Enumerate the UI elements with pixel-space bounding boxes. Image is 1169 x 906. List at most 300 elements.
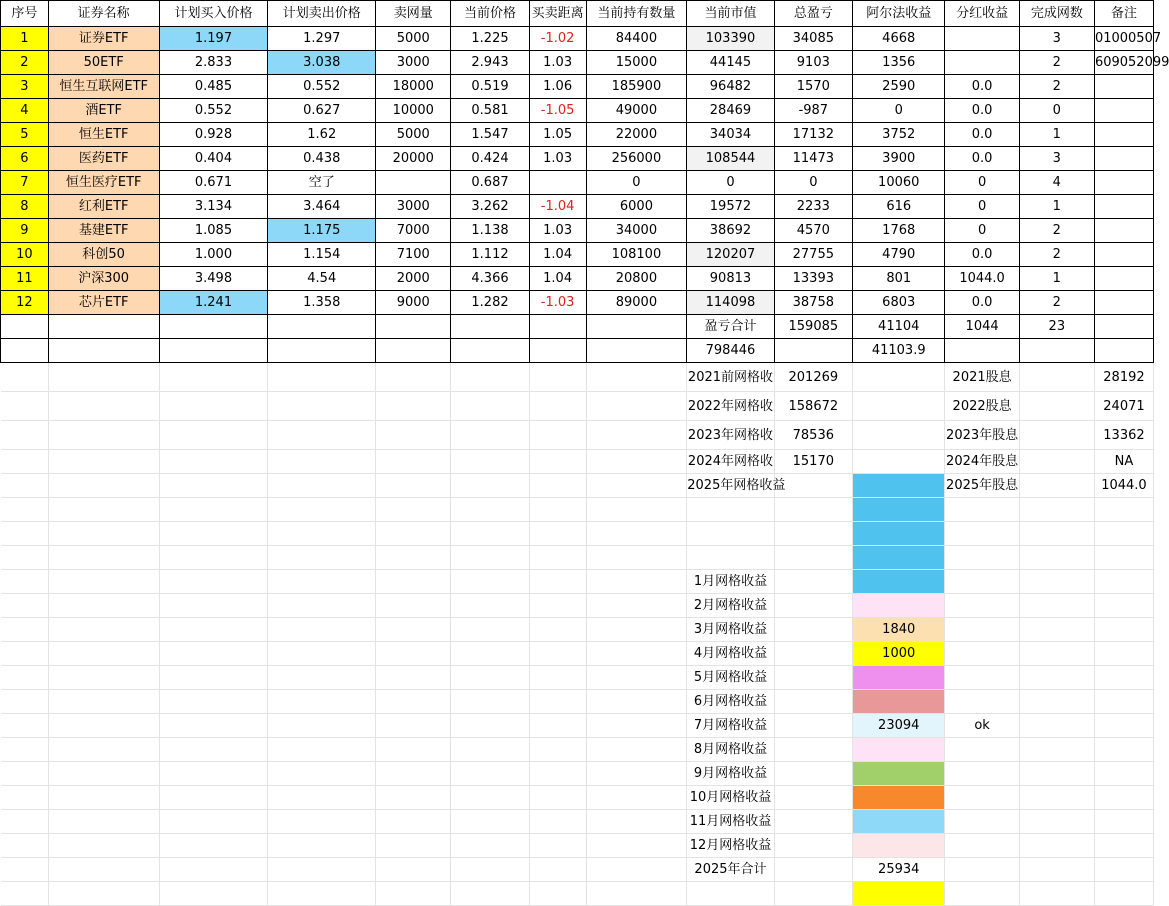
cell-empty[interactable] bbox=[529, 762, 586, 786]
cell-mv[interactable]: 108544 bbox=[687, 147, 774, 171]
cell-hold[interactable]: 0 bbox=[586, 171, 687, 195]
cell-empty[interactable] bbox=[1019, 642, 1094, 666]
cell-dist[interactable]: -1.02 bbox=[529, 27, 586, 51]
cell-empty[interactable] bbox=[774, 498, 852, 522]
cell-empty[interactable] bbox=[774, 762, 852, 786]
cell-empty[interactable] bbox=[1094, 666, 1153, 690]
cell-empty[interactable] bbox=[1094, 834, 1153, 858]
cell-empty[interactable] bbox=[1094, 786, 1153, 810]
cell-no[interactable]: 5 bbox=[1, 123, 49, 147]
cell-empty[interactable] bbox=[1094, 315, 1153, 339]
cell-empty[interactable] bbox=[1, 522, 49, 546]
cell-empty[interactable] bbox=[1019, 834, 1094, 858]
cell-empty[interactable] bbox=[1094, 690, 1153, 714]
cell-empty[interactable] bbox=[1094, 570, 1153, 594]
cell-empty[interactable] bbox=[945, 594, 1019, 618]
cell-buy[interactable]: 1.085 bbox=[159, 219, 268, 243]
cell-empty[interactable] bbox=[1019, 570, 1094, 594]
dividend-label[interactable]: 2023年股息 bbox=[945, 421, 1019, 450]
month-label[interactable]: 2月网格收益 bbox=[687, 594, 774, 618]
cell-empty[interactable] bbox=[159, 450, 268, 474]
dividend-value[interactable]: NA bbox=[1094, 450, 1153, 474]
cell-empty[interactable] bbox=[1, 546, 49, 570]
cell-sell[interactable]: 0.438 bbox=[268, 147, 376, 171]
dividend-value[interactable]: 28192 bbox=[1094, 363, 1153, 392]
cell-empty[interactable] bbox=[774, 570, 852, 594]
cell-empty[interactable] bbox=[376, 392, 451, 421]
cell-done[interactable]: 1 bbox=[1019, 195, 1094, 219]
cell-empty[interactable] bbox=[376, 642, 451, 666]
month-label[interactable]: 7月网格收益 bbox=[687, 714, 774, 738]
cell-empty[interactable] bbox=[451, 690, 529, 714]
cell-hold[interactable]: 49000 bbox=[586, 99, 687, 123]
cell-empty[interactable] bbox=[376, 421, 451, 450]
cell-empty[interactable] bbox=[529, 594, 586, 618]
cell-empty[interactable] bbox=[268, 834, 376, 858]
cell-empty[interactable] bbox=[376, 786, 451, 810]
cell-empty[interactable] bbox=[268, 315, 376, 339]
cell-empty[interactable] bbox=[945, 666, 1019, 690]
cell-empty[interactable] bbox=[451, 570, 529, 594]
cell-empty[interactable] bbox=[945, 882, 1019, 906]
cell-done[interactable]: 2 bbox=[1019, 243, 1094, 267]
cell-empty[interactable] bbox=[451, 522, 529, 546]
cell-empty[interactable] bbox=[586, 738, 687, 762]
cell-empty[interactable] bbox=[1019, 546, 1094, 570]
cell-empty[interactable] bbox=[376, 810, 451, 834]
cell-mv[interactable]: 120207 bbox=[687, 243, 774, 267]
cell-qty[interactable]: 3000 bbox=[376, 195, 451, 219]
cell-empty[interactable] bbox=[1019, 421, 1094, 450]
cell-empty[interactable] bbox=[1019, 474, 1094, 498]
cell-empty[interactable] bbox=[376, 714, 451, 738]
cell-note[interactable] bbox=[1094, 123, 1153, 147]
cell-pl[interactable]: 34085 bbox=[774, 27, 852, 51]
cell-empty[interactable] bbox=[586, 762, 687, 786]
cell-empty[interactable] bbox=[268, 618, 376, 642]
cell-empty[interactable] bbox=[529, 315, 586, 339]
cell-done[interactable]: 2 bbox=[1019, 219, 1094, 243]
cell-dist[interactable]: 1.03 bbox=[529, 219, 586, 243]
cell-empty[interactable] bbox=[268, 642, 376, 666]
column-header-hold[interactable]: 当前持有数量 bbox=[586, 1, 687, 27]
cell-div[interactable]: 1044.0 bbox=[945, 267, 1019, 291]
cell-hold[interactable]: 84400 bbox=[586, 27, 687, 51]
cell-pl[interactable]: 4570 bbox=[774, 219, 852, 243]
cell-empty[interactable] bbox=[159, 392, 268, 421]
cell-div[interactable]: 0.0 bbox=[945, 123, 1019, 147]
cell-empty[interactable] bbox=[451, 882, 529, 906]
yearly-value[interactable]: 158672 bbox=[774, 392, 852, 421]
cell-empty[interactable] bbox=[1, 450, 49, 474]
cell-empty[interactable] bbox=[1019, 522, 1094, 546]
cell-div[interactable]: 0.0 bbox=[945, 147, 1019, 171]
cell-empty[interactable] bbox=[268, 762, 376, 786]
cell-empty[interactable] bbox=[268, 594, 376, 618]
cell-empty[interactable] bbox=[48, 810, 159, 834]
cell-empty[interactable] bbox=[1, 642, 49, 666]
cell-empty[interactable] bbox=[451, 810, 529, 834]
cell-empty[interactable] bbox=[48, 834, 159, 858]
cell-empty[interactable] bbox=[945, 339, 1019, 363]
cell-empty[interactable] bbox=[1094, 498, 1153, 522]
cell-empty[interactable] bbox=[945, 810, 1019, 834]
cell-empty[interactable] bbox=[1, 882, 49, 906]
color-cell[interactable] bbox=[852, 546, 945, 570]
cell-sell[interactable]: 1.358 bbox=[268, 291, 376, 315]
cell-qty[interactable]: 3000 bbox=[376, 51, 451, 75]
cell-empty[interactable] bbox=[1, 666, 49, 690]
cell-empty[interactable] bbox=[268, 339, 376, 363]
cell-empty[interactable] bbox=[774, 858, 852, 882]
cell-name[interactable]: 证券ETF bbox=[48, 27, 159, 51]
cell-hold[interactable]: 22000 bbox=[586, 123, 687, 147]
cell-buy[interactable]: 0.552 bbox=[159, 99, 268, 123]
total-market-value[interactable]: 798446 bbox=[687, 339, 774, 363]
cell-qty[interactable] bbox=[376, 171, 451, 195]
cell-empty[interactable] bbox=[268, 786, 376, 810]
month-value[interactable] bbox=[852, 810, 945, 834]
cell-empty[interactable] bbox=[529, 339, 586, 363]
dividend-value[interactable]: 13362 bbox=[1094, 421, 1153, 450]
cell-empty[interactable] bbox=[945, 834, 1019, 858]
cell-empty[interactable] bbox=[529, 642, 586, 666]
cell-empty[interactable] bbox=[451, 666, 529, 690]
cell-empty[interactable] bbox=[1019, 594, 1094, 618]
cell-pl[interactable]: 27755 bbox=[774, 243, 852, 267]
cell-hold[interactable]: 20800 bbox=[586, 267, 687, 291]
cell-sell[interactable]: 0.627 bbox=[268, 99, 376, 123]
cell-empty[interactable] bbox=[1019, 714, 1094, 738]
cell-note[interactable] bbox=[1094, 267, 1153, 291]
cell-empty[interactable] bbox=[1, 315, 49, 339]
cell-sell[interactable]: 1.297 bbox=[268, 27, 376, 51]
cell-dist[interactable]: 1.04 bbox=[529, 267, 586, 291]
cell-no[interactable]: 2 bbox=[1, 51, 49, 75]
cell-empty[interactable] bbox=[774, 834, 852, 858]
cell-alpha[interactable]: 1768 bbox=[852, 219, 945, 243]
cell-empty[interactable] bbox=[451, 594, 529, 618]
cell-done[interactable]: 2 bbox=[1019, 291, 1094, 315]
cell-empty[interactable] bbox=[586, 474, 687, 498]
cell-note[interactable]: 01000507 bbox=[1094, 27, 1153, 51]
cell-empty[interactable] bbox=[48, 315, 159, 339]
cell-empty[interactable] bbox=[586, 858, 687, 882]
cell-empty[interactable] bbox=[159, 315, 268, 339]
cell-empty[interactable] bbox=[451, 714, 529, 738]
cell-empty[interactable] bbox=[1094, 522, 1153, 546]
dividend-label[interactable]: 2021股息 bbox=[945, 363, 1019, 392]
cell-empty[interactable] bbox=[529, 666, 586, 690]
cell-empty[interactable] bbox=[48, 392, 159, 421]
cell-empty[interactable] bbox=[529, 618, 586, 642]
cell-alpha[interactable]: 616 bbox=[852, 195, 945, 219]
cell-empty[interactable] bbox=[376, 738, 451, 762]
column-header-done[interactable]: 完成网数 bbox=[1019, 1, 1094, 27]
cell-empty[interactable] bbox=[1, 690, 49, 714]
cell-empty[interactable] bbox=[376, 498, 451, 522]
cell-empty[interactable] bbox=[376, 690, 451, 714]
cell-alpha[interactable]: 6803 bbox=[852, 291, 945, 315]
cell-hold[interactable]: 108100 bbox=[586, 243, 687, 267]
cell-div[interactable]: 0 bbox=[945, 219, 1019, 243]
cell-empty[interactable] bbox=[451, 738, 529, 762]
cell-buy[interactable]: 0.485 bbox=[159, 75, 268, 99]
cell-empty[interactable] bbox=[159, 642, 268, 666]
cell-empty[interactable] bbox=[1, 421, 49, 450]
cell-empty[interactable] bbox=[48, 642, 159, 666]
yearly-label[interactable]: 2023年网格收 bbox=[687, 421, 774, 450]
total-alpha-precise[interactable]: 41103.9 bbox=[852, 339, 945, 363]
cell-empty[interactable] bbox=[451, 315, 529, 339]
cell-empty[interactable] bbox=[1, 498, 49, 522]
cell-div[interactable]: 0 bbox=[945, 171, 1019, 195]
cell-mv[interactable]: 34034 bbox=[687, 123, 774, 147]
cell-empty[interactable] bbox=[376, 858, 451, 882]
cell-empty[interactable] bbox=[48, 714, 159, 738]
cell-buy[interactable]: 1.241 bbox=[159, 291, 268, 315]
cell-empty[interactable] bbox=[586, 810, 687, 834]
month-label[interactable]: 1月网格收益 bbox=[687, 570, 774, 594]
totals-done[interactable]: 23 bbox=[1019, 315, 1094, 339]
month-value[interactable] bbox=[852, 786, 945, 810]
cell-sell[interactable]: 1.62 bbox=[268, 123, 376, 147]
cell-empty[interactable] bbox=[852, 421, 945, 450]
yearly-value[interactable]: 78536 bbox=[774, 421, 852, 450]
cell-empty[interactable] bbox=[376, 594, 451, 618]
yearly-label[interactable]: 2022年网格收 bbox=[687, 392, 774, 421]
month-label[interactable]: 11月网格收益 bbox=[687, 810, 774, 834]
cell-empty[interactable] bbox=[774, 786, 852, 810]
cell-name[interactable]: 医药ETF bbox=[48, 147, 159, 171]
cell-empty[interactable] bbox=[159, 618, 268, 642]
cell-empty[interactable] bbox=[268, 570, 376, 594]
cell-done[interactable]: 3 bbox=[1019, 147, 1094, 171]
cell-div[interactable] bbox=[945, 51, 1019, 75]
month-value[interactable] bbox=[852, 570, 945, 594]
cell-empty[interactable] bbox=[268, 498, 376, 522]
cell-done[interactable]: 0 bbox=[1019, 99, 1094, 123]
cell-alpha[interactable]: 1356 bbox=[852, 51, 945, 75]
color-cell[interactable] bbox=[852, 498, 945, 522]
cell-empty[interactable] bbox=[586, 363, 687, 392]
cell-note[interactable]: 609052099 bbox=[1094, 51, 1153, 75]
cell-empty[interactable] bbox=[529, 834, 586, 858]
cell-mv[interactable]: 19572 bbox=[687, 195, 774, 219]
cell-dist[interactable]: 1.05 bbox=[529, 123, 586, 147]
month-value[interactable] bbox=[852, 834, 945, 858]
cell-qty[interactable]: 10000 bbox=[376, 99, 451, 123]
cell-empty[interactable] bbox=[159, 339, 268, 363]
cell-pl[interactable]: 1570 bbox=[774, 75, 852, 99]
cell-sell[interactable]: 空了 bbox=[268, 171, 376, 195]
yearly-value[interactable]: 15170 bbox=[774, 450, 852, 474]
cell-sell[interactable]: 3.464 bbox=[268, 195, 376, 219]
cell-empty[interactable] bbox=[159, 421, 268, 450]
cell-empty[interactable] bbox=[1, 738, 49, 762]
month-label[interactable]: 4月网格收益 bbox=[687, 642, 774, 666]
cell-empty[interactable] bbox=[1, 363, 49, 392]
cell-empty[interactable] bbox=[1019, 810, 1094, 834]
cell-name[interactable]: 基建ETF bbox=[48, 219, 159, 243]
cell-empty[interactable] bbox=[451, 339, 529, 363]
cell-name[interactable]: 恒生ETF bbox=[48, 123, 159, 147]
cell-empty[interactable] bbox=[1094, 714, 1153, 738]
dividend-label[interactable]: 2022股息 bbox=[945, 392, 1019, 421]
cell-mv[interactable]: 96482 bbox=[687, 75, 774, 99]
cell-empty[interactable] bbox=[529, 810, 586, 834]
cell-empty[interactable] bbox=[159, 762, 268, 786]
cell-empty[interactable] bbox=[529, 450, 586, 474]
cell-empty[interactable] bbox=[268, 450, 376, 474]
cell-name[interactable]: 沪深300 bbox=[48, 267, 159, 291]
cell-empty[interactable] bbox=[1094, 642, 1153, 666]
cell-mv[interactable]: 0 bbox=[687, 171, 774, 195]
cell-buy[interactable]: 0.928 bbox=[159, 123, 268, 147]
cell-empty[interactable] bbox=[529, 858, 586, 882]
cell-price[interactable]: 1.138 bbox=[451, 219, 529, 243]
cell-empty[interactable] bbox=[945, 642, 1019, 666]
cell-empty[interactable] bbox=[159, 363, 268, 392]
yearly-value[interactable]: 201269 bbox=[774, 363, 852, 392]
cell-qty[interactable]: 9000 bbox=[376, 291, 451, 315]
cell-empty[interactable] bbox=[48, 858, 159, 882]
cell-empty[interactable] bbox=[268, 810, 376, 834]
cell-empty[interactable] bbox=[159, 690, 268, 714]
cell-empty[interactable] bbox=[159, 570, 268, 594]
cell-empty[interactable] bbox=[48, 498, 159, 522]
cell-price[interactable]: 2.943 bbox=[451, 51, 529, 75]
cell-empty[interactable] bbox=[774, 618, 852, 642]
column-header-buy[interactable]: 计划买入价格 bbox=[159, 1, 268, 27]
cell-empty[interactable] bbox=[376, 546, 451, 570]
column-header-pl[interactable]: 总盈亏 bbox=[774, 1, 852, 27]
cell-dist[interactable]: -1.03 bbox=[529, 291, 586, 315]
cell-empty[interactable] bbox=[451, 421, 529, 450]
cell-no[interactable]: 4 bbox=[1, 99, 49, 123]
cell-empty[interactable] bbox=[529, 786, 586, 810]
color-cell[interactable] bbox=[852, 882, 945, 906]
cell-empty[interactable] bbox=[774, 714, 852, 738]
cell-empty[interactable] bbox=[159, 666, 268, 690]
cell-no[interactable]: 3 bbox=[1, 75, 49, 99]
cell-empty[interactable] bbox=[376, 618, 451, 642]
cell-price[interactable]: 1.112 bbox=[451, 243, 529, 267]
cell-empty[interactable] bbox=[1, 392, 49, 421]
cell-empty[interactable] bbox=[376, 450, 451, 474]
cell-mv[interactable]: 114098 bbox=[687, 291, 774, 315]
cell-empty[interactable] bbox=[1, 339, 49, 363]
cell-empty[interactable] bbox=[529, 714, 586, 738]
cell-div[interactable]: 0.0 bbox=[945, 291, 1019, 315]
cell-mv[interactable]: 103390 bbox=[687, 27, 774, 51]
cell-empty[interactable] bbox=[376, 474, 451, 498]
cell-empty[interactable] bbox=[586, 392, 687, 421]
cell-qty[interactable]: 2000 bbox=[376, 267, 451, 291]
cell-note[interactable] bbox=[1094, 291, 1153, 315]
cell-empty[interactable] bbox=[1, 714, 49, 738]
dividend-value[interactable]: 24071 bbox=[1094, 392, 1153, 421]
column-header-alpha[interactable]: 阿尔法收益 bbox=[852, 1, 945, 27]
cell-note[interactable] bbox=[1094, 219, 1153, 243]
month-label[interactable]: 5月网格收益 bbox=[687, 666, 774, 690]
cell-empty[interactable] bbox=[1, 594, 49, 618]
cell-note[interactable] bbox=[1094, 243, 1153, 267]
cell-empty[interactable] bbox=[159, 810, 268, 834]
cell-empty[interactable] bbox=[451, 642, 529, 666]
cell-empty[interactable] bbox=[376, 339, 451, 363]
cell-empty[interactable] bbox=[586, 666, 687, 690]
cell-note[interactable] bbox=[1094, 147, 1153, 171]
month-label[interactable]: 9月网格收益 bbox=[687, 762, 774, 786]
month-label[interactable]: 10月网格收益 bbox=[687, 786, 774, 810]
cell-empty[interactable] bbox=[529, 546, 586, 570]
cell-empty[interactable] bbox=[586, 498, 687, 522]
cell-empty[interactable] bbox=[268, 690, 376, 714]
cell-empty[interactable] bbox=[376, 666, 451, 690]
cell-pl[interactable]: 2233 bbox=[774, 195, 852, 219]
cell-empty[interactable] bbox=[1094, 762, 1153, 786]
dividend-label[interactable]: 2024年股息 bbox=[945, 450, 1019, 474]
cell-pl[interactable]: 38758 bbox=[774, 291, 852, 315]
cell-empty[interactable] bbox=[1019, 666, 1094, 690]
cell-empty[interactable] bbox=[159, 714, 268, 738]
cell-empty[interactable] bbox=[48, 570, 159, 594]
cell-sell[interactable]: 4.54 bbox=[268, 267, 376, 291]
cell-empty[interactable] bbox=[1, 618, 49, 642]
cell-empty[interactable] bbox=[945, 570, 1019, 594]
month-value[interactable]: 23094 bbox=[852, 714, 945, 738]
cell-empty[interactable] bbox=[451, 786, 529, 810]
totals-alpha[interactable]: 41104 bbox=[852, 315, 945, 339]
cell-empty[interactable] bbox=[1019, 392, 1094, 421]
cell-pl[interactable]: 11473 bbox=[774, 147, 852, 171]
cell-empty[interactable] bbox=[159, 786, 268, 810]
dividend-label[interactable]: 2025年股息 bbox=[945, 474, 1019, 498]
cell-empty[interactable] bbox=[774, 882, 852, 906]
cell-empty[interactable] bbox=[586, 690, 687, 714]
column-header-div[interactable]: 分红收益 bbox=[945, 1, 1019, 27]
cell-empty[interactable] bbox=[586, 594, 687, 618]
cell-empty[interactable] bbox=[586, 642, 687, 666]
cell-empty[interactable] bbox=[48, 594, 159, 618]
cell-empty[interactable] bbox=[159, 474, 268, 498]
cell-empty[interactable] bbox=[376, 522, 451, 546]
color-cell[interactable] bbox=[852, 522, 945, 546]
column-header-mv[interactable]: 当前市值 bbox=[687, 1, 774, 27]
cell-empty[interactable] bbox=[1019, 738, 1094, 762]
cell-done[interactable]: 2 bbox=[1019, 51, 1094, 75]
cell-empty[interactable] bbox=[1094, 858, 1153, 882]
cell-no[interactable]: 6 bbox=[1, 147, 49, 171]
cell-empty[interactable] bbox=[48, 786, 159, 810]
cell-alpha[interactable]: 3752 bbox=[852, 123, 945, 147]
cell-empty[interactable] bbox=[451, 392, 529, 421]
cell-empty[interactable] bbox=[451, 762, 529, 786]
cell-empty[interactable] bbox=[159, 858, 268, 882]
cell-empty[interactable] bbox=[586, 450, 687, 474]
cell-empty[interactable] bbox=[1019, 786, 1094, 810]
cell-empty[interactable] bbox=[159, 882, 268, 906]
column-header-dist[interactable]: 买卖距离 bbox=[529, 1, 586, 27]
cell-empty[interactable] bbox=[586, 421, 687, 450]
cell-empty[interactable] bbox=[451, 618, 529, 642]
cell-empty[interactable] bbox=[48, 522, 159, 546]
month-label[interactable]: 3月网格收益 bbox=[687, 618, 774, 642]
cell-price[interactable]: 1.225 bbox=[451, 27, 529, 51]
cell-empty[interactable] bbox=[1, 786, 49, 810]
month-label[interactable]: 8月网格收益 bbox=[687, 738, 774, 762]
